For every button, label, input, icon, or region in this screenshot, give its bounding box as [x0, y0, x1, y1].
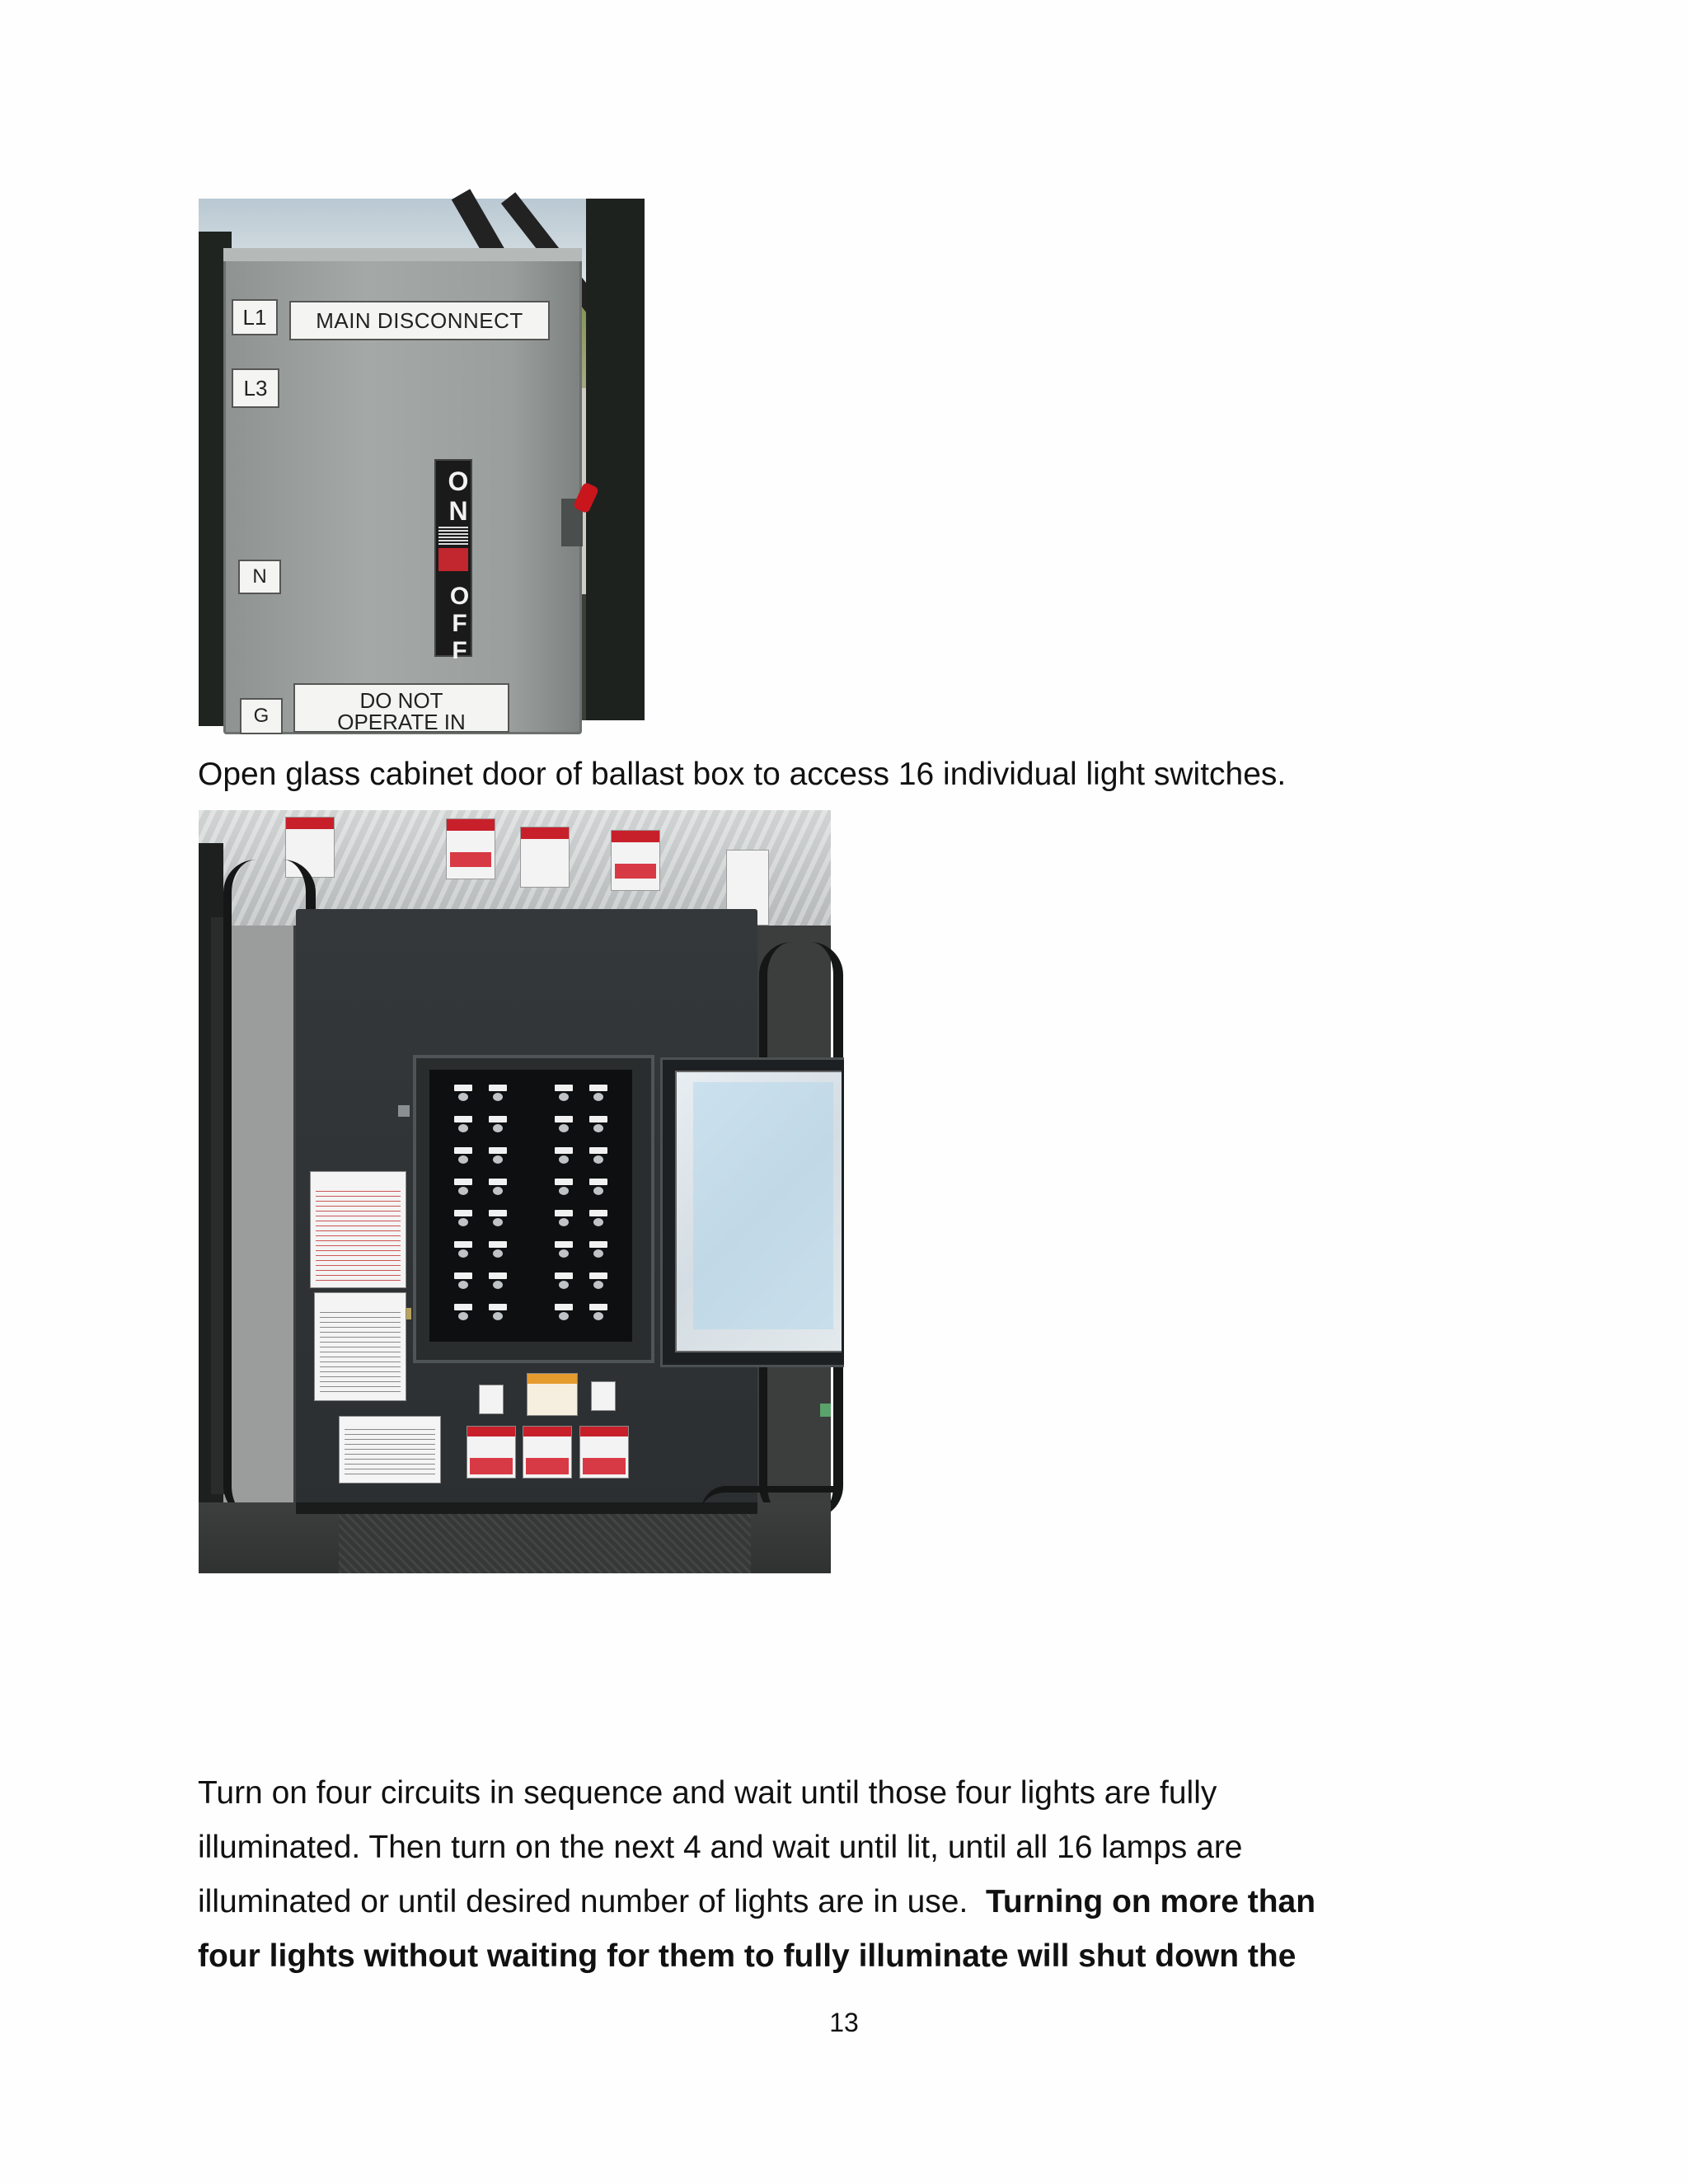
paragraph-warning-bold: Turning on more than	[986, 1884, 1316, 1919]
warning-sticker	[527, 1373, 578, 1416]
paragraph-line	[198, 1875, 1517, 1929]
label-operate-in-text: OPERATE IN	[337, 710, 466, 734]
paragraph-line: Turn on four circuits in sequence and wait until those four lights are fully	[198, 1775, 1217, 1811]
danger-sign	[446, 818, 495, 879]
page-number: 13	[829, 2008, 859, 2037]
switch-panel	[429, 1070, 632, 1342]
instruction-paragraph	[198, 1766, 1517, 1984]
label-l1: L1	[232, 299, 278, 335]
floor-grating	[339, 1511, 751, 1573]
switch-fine-print	[438, 527, 468, 546]
trailer-frame-right	[586, 199, 645, 720]
label-g: G	[240, 698, 283, 734]
paragraph-warning-bold: four lights without waiting for them to fully illuminate will shut down the	[198, 1938, 1296, 1974]
label-do-not-text: DO NOT	[359, 688, 443, 713]
switch-off-text: OFF	[446, 583, 473, 664]
paragraph-line: illuminated. Then turn on the next 4 and wait until lit, until all 16 lamps are	[198, 1830, 1243, 1865]
green-connector	[820, 1404, 831, 1417]
floor-cable	[701, 1486, 842, 1517]
paragraph-line	[198, 1929, 1517, 1984]
caution-icon-sticker	[591, 1381, 616, 1411]
danger-sticker	[579, 1426, 629, 1479]
on-off-switch-plate	[434, 459, 473, 664]
label-l3: L3	[232, 368, 279, 408]
paragraph-text: illuminated or until desired number of lights are in use.	[198, 1884, 986, 1919]
photo-caption: Open glass cabinet door of ballast box to access 16 individual light switches.	[198, 757, 1287, 792]
danger-strip	[438, 548, 468, 571]
label-do-not-operate	[293, 683, 509, 733]
switch-on-text: ON	[443, 466, 473, 526]
manufacturer-plate	[339, 1416, 441, 1483]
door-latch	[398, 1105, 410, 1117]
cabinet-base	[296, 1502, 757, 1514]
door-reflection	[693, 1082, 833, 1329]
caution-icon-sticker	[479, 1385, 504, 1414]
danger-sign	[611, 830, 660, 891]
main-disconnect-photo	[199, 199, 645, 734]
label-n: N	[238, 560, 281, 594]
ballast-box-photo	[199, 810, 831, 1573]
danger-sticker	[467, 1426, 516, 1479]
instruction-sticker	[310, 1171, 406, 1288]
instruction-sticker	[314, 1292, 406, 1401]
danger-sticker	[523, 1426, 572, 1479]
label-main-disconnect: MAIN DISCONNECT	[289, 301, 550, 340]
danger-sign	[520, 827, 570, 888]
enclosure-lip	[223, 248, 582, 261]
